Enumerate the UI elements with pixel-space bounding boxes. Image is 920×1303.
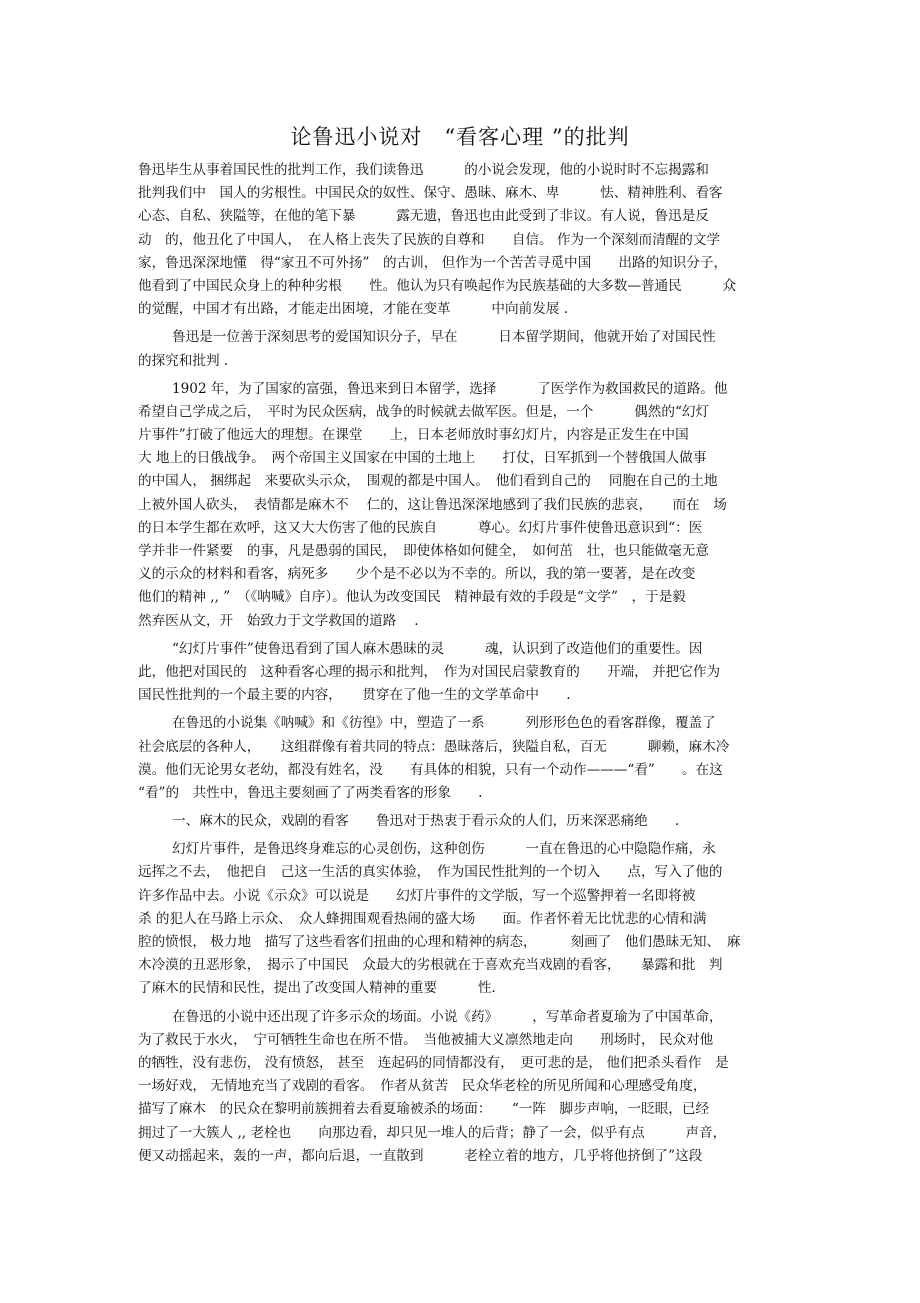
paragraph-line: 此，他把对国民的 这种看客心理的揭示和批判， 作为对国民启蒙教育的 开端， 并把它作为 <box>138 663 721 680</box>
paragraph-line: 一场好戏， 无情地充当了戏剧的看客。 作者从贫苦 民众华老栓的所见所闻和心理感受角度， <box>138 1078 707 1095</box>
paragraph <box>138 838 788 1000</box>
paragraph-line: 幻灯片事件，是鲁迅终身难忘的心灵创伤，这种创伤 一直在鲁迅的心中隐隐作痛，永 <box>172 841 716 858</box>
paragraph-line: 国民性批判的一个最主要的内容， 贯穿在了他一生的文学革命中 . <box>138 687 571 704</box>
paragraph-line: 大 地上的日俄战争。 两个帝国主义国家在中国的土地上 打仗，日军抓到一个替俄国人做事 <box>138 450 707 467</box>
paragraph-line: 他看到了中国民众身上的种种劣根 性。他认为只有唤起作为民族基础的大多数—普通民 众 <box>138 277 737 294</box>
paragraph-line: 希望自己学成之后， 平时为民众医病，战争的时候就去做军医。但是，一个 偶然的“幻灯 <box>138 403 710 420</box>
paragraph-line: 家，鲁迅深深地懂 得“家丑不可外扬” 的古训， 但作为一个苦苦寻觅中国 出路的知识分子， <box>138 254 728 271</box>
paragraph-line: 1902 年，为了国家的富强，鲁迅来到日本留学，选择 了医学作为救国救民的道路。他 <box>172 380 728 397</box>
document-body <box>138 159 788 1173</box>
paragraph-line: 了麻木的民情和民性，提出了改变国人精神的重要 性. <box>138 980 496 997</box>
paragraph-line: 的中国人， 捆绑起 来要砍头示众， 围观的都是中国人。 他们看到自己的 同胞在自己的土地 <box>138 473 718 490</box>
paragraph-line: 然弃医从文，开 始致力于文学救国的道路 . <box>138 612 419 629</box>
paragraph <box>138 326 788 372</box>
paragraph-line: 漠。他们无论男女老幼，都没有姓名，没 有具体的相貌，只有一个动作———“看” 。在这 <box>138 761 723 778</box>
paragraph-line: 描写了麻木 的民众在黎明前簇拥着去看夏瑜被杀的场面： “一阵 脚步声响，一眨眼，已经 <box>138 1101 710 1118</box>
paragraph-line: 他们的精神 ,, ” （《呐喊》自序）。他认为改变国民 精神最有效的手段是“文学” ，于是毅 <box>138 589 686 606</box>
paragraph-line: 为了救民于水火， 宁可牺牲生命也在所不惜。 当他被捕大义凛然地走向 刑场时， 民众对他 <box>138 1031 714 1048</box>
paragraph <box>138 1006 788 1168</box>
paragraph <box>138 378 788 633</box>
paragraph-line: 一、麻木的民众，戏剧的看客 鲁迅对于热衷于看示众的人们，历来深恶痛绝 . <box>172 813 680 830</box>
paragraph-line: 木冷漠的丑恶形象， 揭示了中国民 众最大的劣根就在于喜欢充当戏剧的看客， 暴露和批 判 <box>138 957 723 974</box>
paragraph <box>138 810 788 833</box>
paragraph <box>138 712 788 805</box>
paragraph-line: 批判我们中 国人的劣根性。中国民众的奴性、保守、愚昧、麻木、卑 怯、精神胜利、看客 <box>138 185 723 202</box>
paragraph-line: 片事件”打破了他远大的理想。在课堂 上，日本老师放时事幻灯片，内容是正发生在中国 <box>138 427 689 444</box>
paragraph-line: 在鲁迅的小说集《呐喊》和《彷徨》中，塑造了一系 列形形色色的看客群像，覆盖了 <box>172 715 716 732</box>
paragraph-line: 义的示众的材料和看客，病死多 少个是不必以为不幸的。所以，我的第一要著，是在改变 <box>138 566 696 583</box>
paragraph-line: “幻灯片事件”使鲁迅看到了国人麻木愚昧的灵 魂，认识到了改造他们的重要性。因 <box>172 640 703 657</box>
paragraph-line: 拥过了一大簇人 ,, 老栓也 向那边看，却只见一堆人的后背；静了一会，似乎有点 声音， <box>138 1124 727 1141</box>
paragraph-line: 在鲁迅的小说中还出现了许多示众的场面。小说《药》 ，写革命者夏瑜为了中国革命， <box>172 1008 723 1025</box>
paragraph <box>138 638 788 708</box>
paragraph-line: 便又动摇起来，轰的一声，都向后退，一直散到 老栓立着的地方，几乎将他挤倒了”这段 <box>138 1147 703 1164</box>
paragraph-line: 上被外国人砍头， 表情都是麻木不 仁的，这让鲁迅深深地感到了我们民族的悲哀， 而在 场 <box>138 496 727 513</box>
paragraph-line: 杀 的犯人在马路上示众、 众人蜂拥围观看热闹的盛大场 面。作者怀着无比忧悲的心情和满 <box>138 910 707 927</box>
page-title: 论鲁迅小说对 “看客心理 ”的批判 <box>290 125 630 149</box>
paragraph-line: 的觉醒，中国才有出路，才能走出困境，才能在变革 中向前发展 . <box>138 301 569 318</box>
paragraph-line: 的探究和批判 . <box>138 352 229 369</box>
paragraph-line: 社会底层的各种人， 这组群像有着共同的特点：愚昧落后，狭隘自私，百无 聊赖，麻木冷 <box>138 738 730 755</box>
paragraph-line: 心态、自私、狭隘等，在他的笔下暴 露无遗，鲁迅也由此受到了非议。有人说，鲁迅是反 <box>138 208 709 225</box>
paragraph-line: 许多作品中去。小说《示众》可以说是 幻灯片事件的文学版，写一个巡警押着一名即将被 <box>138 887 696 904</box>
paragraph-line: 学并非一件紧要 的事，凡是愚弱的国民， 即使体格如何健全， 如何茁 壮，也只能做毫无意 <box>138 543 709 559</box>
paragraph-line: 鲁迅毕生从事着国民性的批判工作，我们读鲁迅 的小说会发现，他的小说时时不忘揭露和 <box>138 162 709 178</box>
paragraph-line: “看”的 共性中，鲁迅主要刻画了了两类看客的形象 . <box>138 784 483 801</box>
paragraph-line: 鲁迅是一位善于深刻思考的爱国知识分子，早在 日本留学期间，他就开始了对国民性 <box>172 329 716 346</box>
paragraph-line: 远挥之不去， 他把自 己这一生活的真实体验， 作为国民性批判的一个切入 点，写入了他的 <box>138 864 723 881</box>
paragraph-line: 腔的愤恨， 极力地 描写了这些看客们扭曲的心理和精神的病态， 刻画了 他们愚昧无知、 麻 <box>138 934 741 950</box>
paragraph-line: 的牺牲，没有悲伤， 没有愤怒， 甚至 连起码的同情都没有， 更可悲的是， 他们把杀头看作 是 <box>138 1054 729 1071</box>
paragraph <box>138 159 788 321</box>
paragraph-line: 动 的，他丑化了中国人， 在人格上丧失了民族的自尊和 自信。 作为一个深刻而清醒的文学 <box>138 231 721 248</box>
paragraph-line: 的日本学生都在欢呼，这又大大伤害了他的民族自 尊心。幻灯片事件使鲁迅意识到“：医 <box>138 519 703 536</box>
